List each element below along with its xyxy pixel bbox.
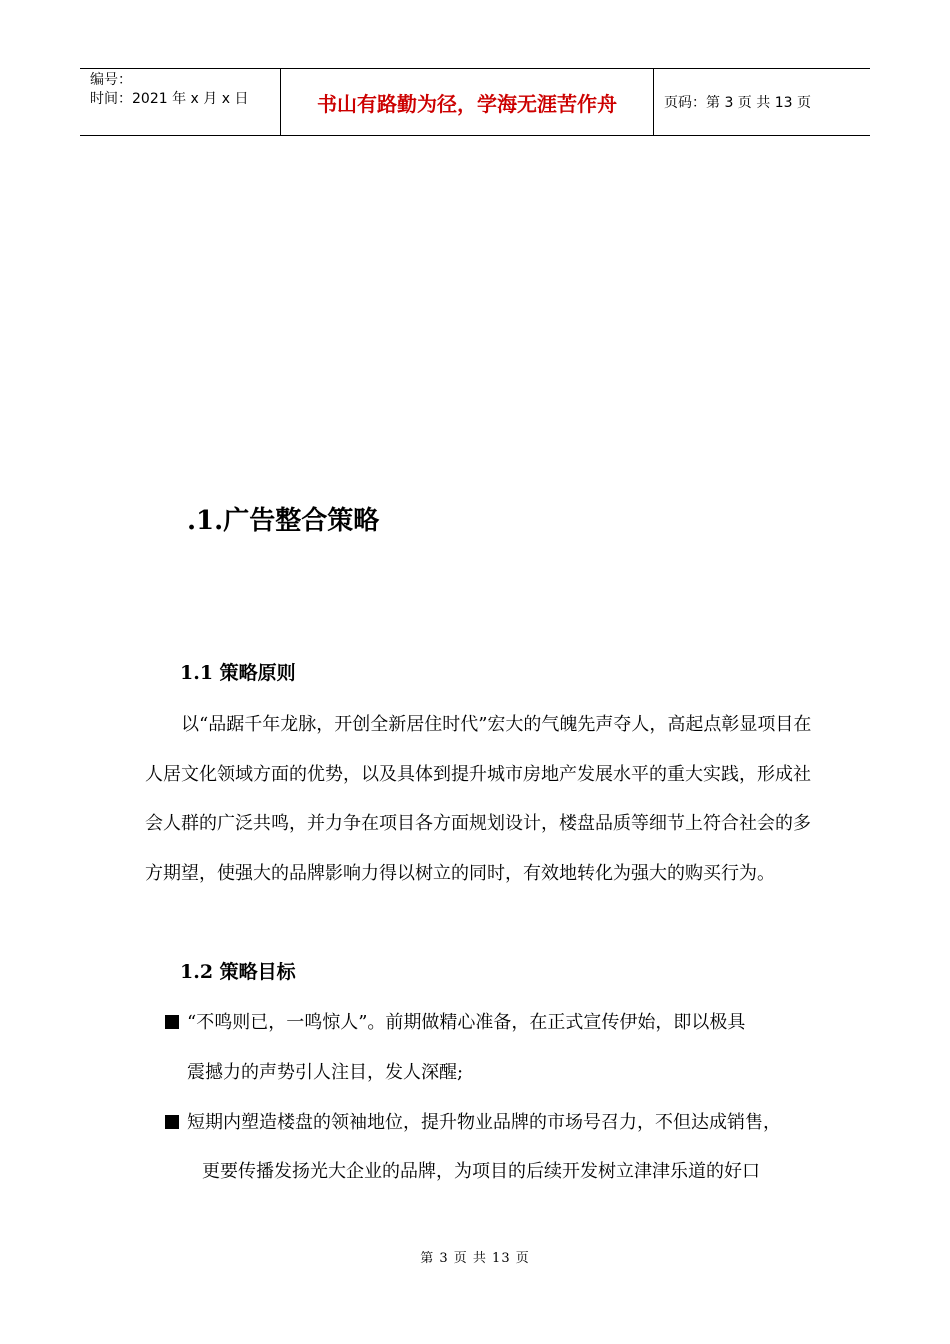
page-header <box>80 68 870 136</box>
bullet-1-line-2: 震撼力的声势引人注目，发人深醒; <box>187 1062 464 1083</box>
square-bullet-icon <box>165 1015 179 1029</box>
bullet-item-1-continuation <box>187 1058 463 1084</box>
bullet-1-line-1: “不鸣则已，一鸣惊人”。前期做精心准备，在正式宣传伊始，即以极具 <box>187 1012 746 1033</box>
bullet-item-2-continuation <box>202 1157 760 1183</box>
header-number-label: 编号： <box>90 72 132 88</box>
header-motto: 书山有路勤为径，学海无涯苦作舟 <box>317 91 617 116</box>
bullet-item-2 <box>165 1108 781 1134</box>
section-title: .1.广告整合策略 <box>187 506 380 536</box>
bullet-2-line-1: 短期内塑造楼盘的领袖地位，提升物业品牌的市场号召力，不但达成销售， <box>187 1112 781 1133</box>
subsection-title-2: 1.2 策略目标 <box>180 961 296 983</box>
strategy-principle-paragraph: 以“品踞千年龙脉，开创全新居住时代”宏大的气魄先声夺人，高起点彰显项目在人居文化领域方面的优势，以及具体到提升城市房地产发展水平的重大实践，形成社会人群的广泛共鸣，并力争在项目各方面规划设计，楼盘品质等细节上符合社会的多方期望，使强大的品牌影响力得以树立的同时，有效地转化为强大的购买行为。 <box>145 714 812 884</box>
bullet-2-line-2: 更要传播发扬光大企业的品牌，为项目的后续开发树立津津乐道的好口 <box>202 1161 760 1182</box>
header-meta-cell <box>80 69 281 135</box>
header-time-label: 时间：2021 年 x 月 x 日 <box>90 91 249 107</box>
header-page-info: 页码：第 3 页 共 13 页 <box>664 95 811 111</box>
page-footer: 第 3 页 共 13 页 <box>420 1251 530 1266</box>
header-motto-cell <box>281 69 654 135</box>
subsection-title-1: 1.1 策略原则 <box>180 662 296 684</box>
bullet-item-1 <box>165 1008 745 1034</box>
square-bullet-icon <box>165 1115 179 1129</box>
header-page-cell <box>654 69 870 135</box>
